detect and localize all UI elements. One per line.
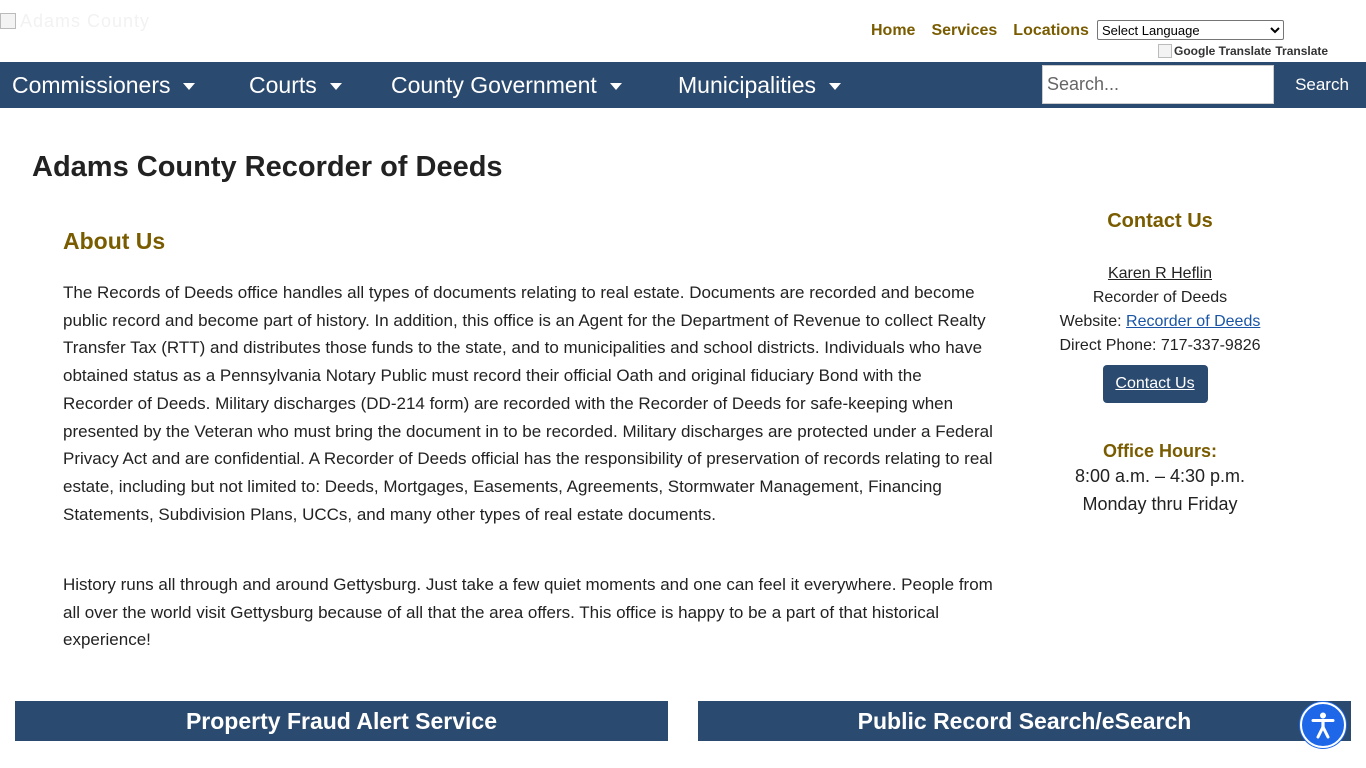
top-link-locations[interactable]: Locations	[1013, 22, 1089, 39]
caret-down-icon	[829, 83, 841, 90]
broken-image-icon	[0, 13, 16, 29]
website-line	[1040, 310, 1280, 334]
google-translate-badge[interactable]	[1158, 44, 1328, 58]
caret-down-icon	[330, 83, 342, 90]
broken-image-icon	[1158, 44, 1172, 58]
contact-heading: Contact Us	[1107, 210, 1213, 232]
direct-phone: Direct Phone: 717-337-9826	[1059, 337, 1261, 354]
google-translate-alt: Google Translate	[1174, 44, 1272, 58]
nav-item-label: Courts	[249, 71, 317, 98]
about-paragraph-2: History runs all through and around Gettysburg. Just take a few quiet moments and one can feel it everywhere. People from all over the world visit Gettysburg because of all that the area offers. This office is happy to be a part of that historical experience!	[63, 575, 993, 650]
nav-item-label: County Government	[391, 71, 597, 98]
caret-down-icon	[610, 83, 622, 90]
website-label: Website:	[1059, 313, 1127, 330]
about-heading: About Us	[63, 228, 166, 254]
contact-sidebar	[1040, 206, 1280, 518]
search-button[interactable]: Search	[1283, 62, 1361, 108]
contact-name-link[interactable]: Karen R Heflin	[1107, 265, 1213, 282]
banner-label: Public Record Search/eSearch	[857, 707, 1192, 734]
top-link-home[interactable]: Home	[871, 22, 916, 39]
property-fraud-alert-banner[interactable]	[15, 701, 668, 741]
top-links	[871, 22, 1089, 40]
website-link[interactable]: Recorder of Deeds	[1126, 313, 1261, 330]
banner-label: Property Fraud Alert Service	[185, 707, 498, 734]
translate-link[interactable]: Translate	[1275, 44, 1329, 58]
nav-item-county-government[interactable]	[391, 62, 622, 108]
nav-item-municipalities[interactable]	[678, 62, 841, 108]
nav-item-label: Municipalities	[678, 71, 817, 98]
top-link-services[interactable]: Services	[931, 22, 998, 39]
contact-us-button[interactable]: Contact Us	[1103, 365, 1208, 403]
caret-down-icon	[183, 83, 195, 90]
nav-item-label: Commissioners	[12, 71, 171, 98]
top-header	[0, 0, 1366, 62]
page-title: Adams County Recorder of Deeds	[32, 151, 503, 183]
office-hours-days: Monday thru Friday	[1082, 494, 1238, 514]
site-logo[interactable]	[0, 6, 230, 36]
office-hours-time: 8:00 a.m. – 4:30 p.m.	[1074, 466, 1246, 486]
accessibility-button[interactable]	[1300, 702, 1346, 748]
logo-text: Adams County	[20, 10, 151, 31]
nav-item-courts[interactable]	[249, 62, 342, 108]
language-select[interactable]	[1097, 20, 1284, 40]
contact-role: Recorder of Deeds	[1092, 289, 1228, 306]
public-record-search-banner[interactable]	[698, 701, 1351, 741]
office-hours-heading: Office Hours:	[1102, 441, 1217, 461]
search-input[interactable]	[1042, 65, 1274, 104]
about-paragraph-1: The Records of Deeds office handles all types of documents relating to real estate. Documents are recorded and become public record and become part of history. In addition, this office is an Agent for the Department of Revenue to collect Realty Transfer Tax (RTT) and distributes those funds to the state, and to municipalities and school districts. Individuals who have obtained status as a Pennsylvania Notary Public must record their official Oath and original fiduciary Bond with the Recorder of Deeds. Military discharges (DD-214 form) are recorded with the Recorder of Deeds for safe-keeping when presented by the Veteran who must bring the document in to be recorded. Military discharges are protected under a Federal Privacy Act and are confidential. A Recorder of Deeds official has the responsibility of preservation of records relating to real estate, including but not limited to: Deeds, Mortgages, Easements, Agreements, Stormwater Management, Financing Statements, Subdivision Plans, UCCs, and many other types of real estate documents.	[63, 283, 993, 524]
accessibility-icon	[1308, 710, 1338, 740]
nav-item-commissioners[interactable]	[12, 62, 195, 108]
